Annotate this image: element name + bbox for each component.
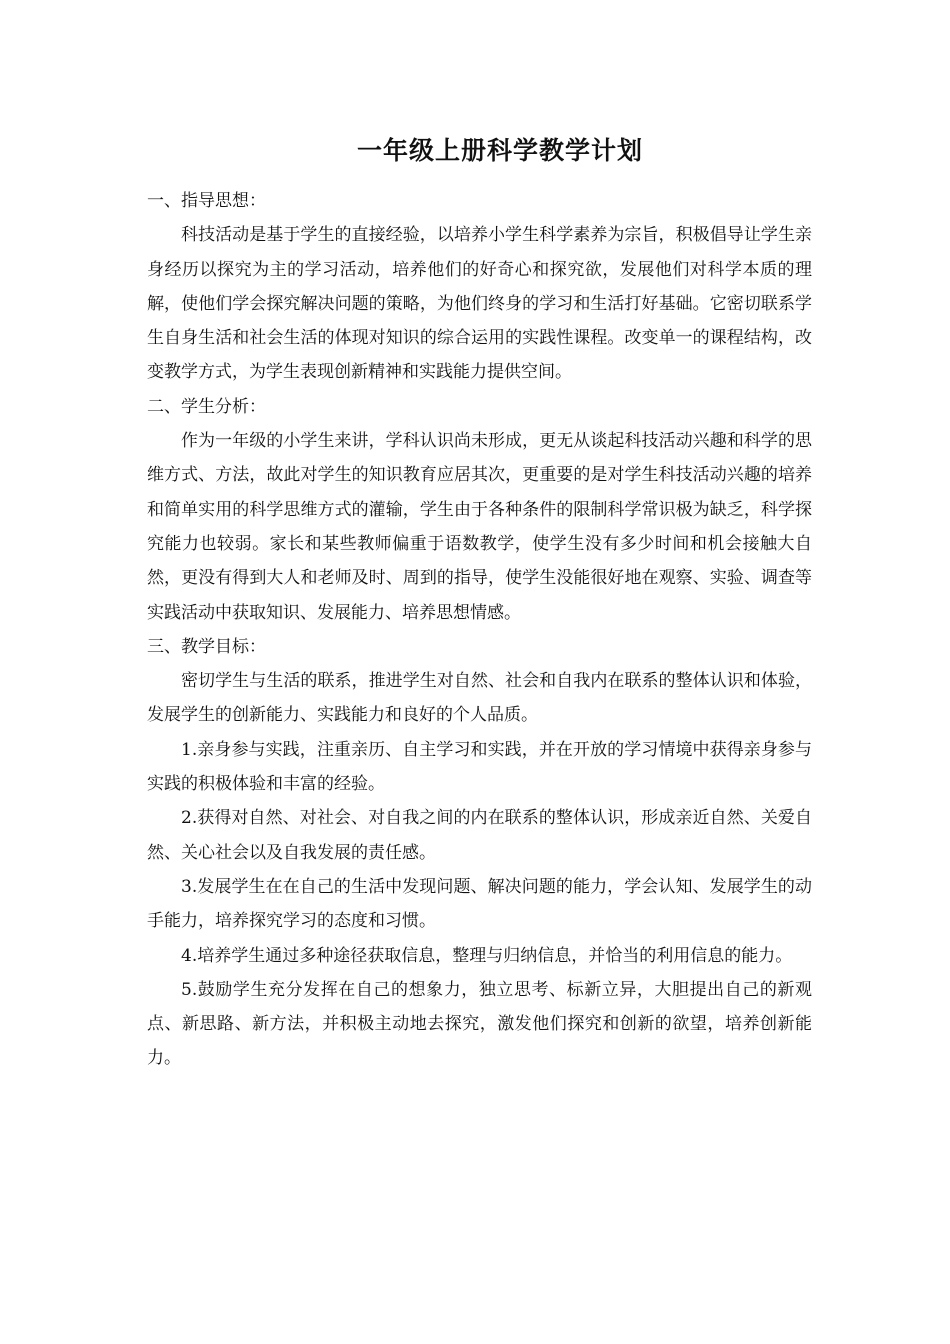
paragraph: 科技活动是基于学生的直接经验，以培养小学生科学素养为宗旨，积极倡导让学生亲身经历以探究为主的学习活动，培养他们的好奇心和探究欲，发展他们对科学本质的理解，使他们学会探究解决问题的策略，为他们终身的学习和生活打好基础。它密切联系学生自身生活和社会生活的体现对知识的综合运用的实践性课程。改变单一的课程结构，改变教学方式，为学生表现创新精神和实践能力提供空间。 (147, 225, 812, 383)
goal-item: 1.亲身参与实践，注重亲历、自主学习和实践，并在开放的学习情境中获得亲身参与实践的积极体验和丰富的经验。 (147, 739, 812, 795)
paragraph: 密切学生与生活的联系，推进学生对自然、社会和自我内在联系的整体认识和体验，发展学生的创新能力、实践能力和良好的个人品质。 (147, 671, 812, 726)
document-title: 一年级上册科学教学计划 (356, 136, 643, 165)
section-heading: 三、教学目标： (147, 636, 266, 657)
section-guiding-ideology (147, 184, 812, 390)
section-teaching-goals (147, 630, 812, 1076)
goal-item: 4.培养学生通过多种途径获取信息，整理与归纳信息，并恰当的利用信息的能力。 (181, 945, 793, 966)
section-heading: 二、学生分析： (147, 396, 266, 417)
paragraph: 作为一年级的小学生来讲，学科认识尚未形成，更无从谈起科技活动兴趣和科学的思维方式、方法，故此对学生的知识教育应居其次，更重要的是对学生科技活动兴趣的培养和简单实用的科学思维方式的灌输，学生由于各种条件的限制科学常识极为缺乏，科学探究能力也较弱。家长和某些教师偏重于语数教学，使学生没有多少时间和机会接触大自然，更没有得到大人和老师及时、周到的指导，使学生没能很好地在观察、实验、调查等实践活动中获取知识、发展能力、培养思想情感。 (147, 431, 812, 623)
goal-item: 5.鼓励学生充分发挥在自己的想象力，独立思考、标新立异，大胆提出自己的新观点、新思路、新方法，并积极主动地去探究，激发他们探究和创新的欲望，培养创新能力。 (147, 979, 812, 1069)
document-body (147, 184, 812, 1076)
section-student-analysis (147, 390, 812, 630)
goal-item: 2.获得对自然、对社会、对自我之间的内在联系的整体认识，形成亲近自然、关爱自然、关心社会以及自我发展的责任感。 (147, 808, 812, 863)
goal-item: 3.发展学生在在自己的生活中发现问题、解决问题的能力，学会认知、发展学生的动手能力，培养探究学习的态度和习惯。 (147, 876, 812, 932)
section-heading: 一、指导思想： (147, 191, 266, 211)
